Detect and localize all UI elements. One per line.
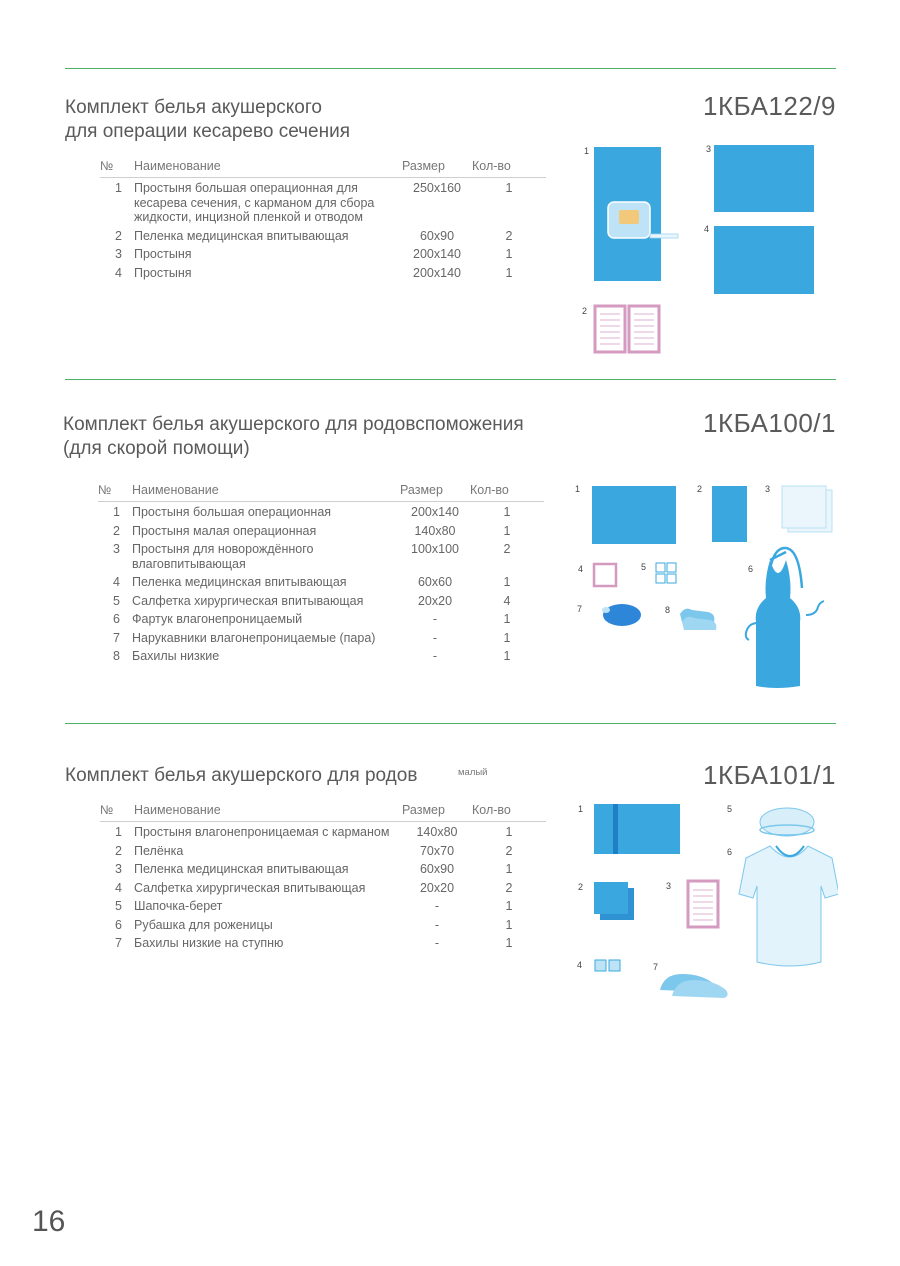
row-size: 20х20 bbox=[419, 880, 455, 895]
row-size: 20х20 bbox=[417, 593, 453, 608]
section-title bbox=[65, 96, 350, 144]
incise-film bbox=[619, 210, 639, 224]
section-title-line: Комплект белья акушерского для родов bbox=[65, 765, 418, 786]
figure-label: 2 bbox=[697, 484, 703, 494]
row-qty: 2 bbox=[505, 843, 513, 858]
row-qty: 1 bbox=[505, 181, 513, 195]
newborn-sheet bbox=[782, 486, 826, 528]
figure-label: 4 bbox=[704, 224, 710, 234]
section-divider bbox=[65, 68, 836, 69]
row-size: 60х90 bbox=[419, 228, 455, 243]
size-note: малый bbox=[458, 767, 488, 778]
row-name: Пеленка медицинская впитывающая bbox=[134, 228, 349, 243]
row-num: 1 bbox=[115, 825, 122, 839]
row-name: Фартук влагонепроницаемый bbox=[132, 612, 303, 626]
product-code: 1КБА122/9 bbox=[702, 91, 836, 121]
small-sheet bbox=[712, 486, 747, 542]
table-row bbox=[100, 896, 546, 915]
row-num: 6 bbox=[113, 612, 120, 626]
header-num: № bbox=[98, 479, 132, 502]
row-num: 7 bbox=[113, 630, 120, 645]
row-name: Пелёнка bbox=[134, 843, 184, 858]
page-number: 16 bbox=[32, 1205, 66, 1238]
large-sheet bbox=[592, 486, 676, 544]
figure-label: 7 bbox=[653, 962, 659, 972]
row-size: 140х80 bbox=[414, 523, 456, 538]
header-qty: Кол-во bbox=[472, 799, 546, 822]
table-row bbox=[100, 859, 546, 878]
figure-label: 2 bbox=[578, 882, 584, 892]
beret-cap bbox=[760, 808, 814, 836]
row-size: - bbox=[432, 612, 438, 626]
row-num: 1 bbox=[113, 505, 120, 519]
table-header-row bbox=[100, 155, 546, 178]
row-num: 7 bbox=[115, 936, 122, 950]
figure-label: 3 bbox=[706, 144, 712, 154]
row-num: 8 bbox=[113, 649, 120, 663]
table-row bbox=[98, 646, 544, 665]
header-num: № bbox=[100, 799, 134, 822]
table-row bbox=[100, 933, 546, 952]
sheet-3 bbox=[714, 145, 814, 212]
row-qty: 4 bbox=[503, 593, 511, 608]
figure-label: 4 bbox=[578, 564, 584, 574]
sleeves bbox=[603, 604, 641, 626]
figure-label: 3 bbox=[765, 484, 771, 494]
row-qty: 1 bbox=[505, 265, 513, 280]
product-illustration bbox=[578, 140, 828, 360]
row-size: - bbox=[434, 917, 440, 932]
table-row bbox=[100, 841, 546, 860]
table-row bbox=[98, 521, 544, 540]
table-row bbox=[100, 244, 546, 263]
row-size: 100х100 bbox=[411, 542, 459, 556]
table-row bbox=[98, 591, 544, 610]
row-name: Бахилы низкие bbox=[132, 649, 220, 663]
header-name: Наименование bbox=[134, 155, 402, 178]
header-qty: Кол-во bbox=[472, 155, 546, 178]
header-qty: Кол-во bbox=[470, 479, 544, 502]
row-name: Простыня большая операционная для кесарева сечения, с карманом для сбора жидкости, инцизной пленкой и отводом bbox=[134, 181, 375, 224]
row-num: 3 bbox=[115, 862, 122, 876]
header-size: Размер bbox=[400, 479, 470, 502]
row-size: 200х140 bbox=[413, 265, 461, 280]
header-num: № bbox=[100, 155, 134, 178]
kit-drawing bbox=[578, 140, 828, 360]
section-divider bbox=[65, 723, 836, 724]
sleeves bbox=[602, 607, 610, 613]
table-row bbox=[98, 572, 544, 591]
items-table bbox=[98, 479, 544, 665]
header-name: Наименование bbox=[132, 479, 400, 502]
figure-label: 4 bbox=[577, 960, 583, 970]
table-row bbox=[98, 502, 544, 521]
figure-label: 6 bbox=[748, 564, 754, 574]
kit-drawing bbox=[570, 478, 838, 693]
table-row bbox=[100, 178, 546, 226]
wipe bbox=[609, 960, 620, 971]
row-size: - bbox=[432, 649, 438, 663]
row-num: 2 bbox=[115, 228, 122, 243]
section-title-line: Комплект белья акушерского bbox=[65, 97, 322, 118]
figure-label: 1 bbox=[575, 484, 581, 494]
row-size: - bbox=[434, 899, 440, 913]
row-size: 140х80 bbox=[416, 825, 458, 839]
section-title-line: для операции кесарево сечения bbox=[65, 121, 350, 142]
row-qty: 1 bbox=[505, 247, 513, 261]
sheet-pocket-stripe bbox=[613, 804, 618, 854]
figure-label: 7 bbox=[577, 604, 583, 614]
row-name: Нарукавники влагонепроницаемые (пара) bbox=[132, 630, 376, 645]
figure-label: 8 bbox=[665, 605, 671, 615]
row-num: 4 bbox=[115, 265, 122, 280]
row-num: 5 bbox=[115, 899, 122, 913]
header-size: Размер bbox=[402, 155, 472, 178]
section-title bbox=[63, 413, 524, 461]
row-qty: 1 bbox=[503, 575, 511, 589]
row-size: 200х140 bbox=[411, 505, 459, 519]
row-size: 200х140 bbox=[413, 247, 461, 261]
product-illustration bbox=[572, 798, 838, 1003]
table-row bbox=[98, 628, 544, 647]
row-name: Пеленка медицинская впитывающая bbox=[132, 575, 347, 589]
row-num: 2 bbox=[113, 523, 120, 538]
row-name: Простыня влагонепроницаемая с карманом bbox=[134, 825, 390, 839]
row-qty: 1 bbox=[503, 612, 511, 626]
row-num: 6 bbox=[115, 917, 122, 932]
row-name: Пеленка медицинская впитывающая bbox=[134, 862, 349, 876]
row-qty: 1 bbox=[505, 899, 513, 913]
wipe bbox=[595, 960, 606, 971]
table-header-row bbox=[100, 799, 546, 822]
section-title bbox=[65, 764, 417, 788]
apron-tie bbox=[806, 601, 824, 615]
row-num: 3 bbox=[115, 247, 122, 261]
row-size: - bbox=[432, 630, 438, 645]
row-qty: 1 bbox=[505, 825, 513, 839]
row-name: Простыня малая операционная bbox=[132, 523, 317, 538]
items-table bbox=[100, 155, 546, 281]
items-table bbox=[100, 799, 546, 952]
diaper-sheet bbox=[594, 882, 628, 914]
row-qty: 2 bbox=[505, 228, 513, 243]
row-qty: 1 bbox=[503, 505, 511, 519]
row-qty: 1 bbox=[505, 936, 513, 950]
birth-gown bbox=[739, 846, 838, 966]
row-qty: 1 bbox=[505, 862, 513, 876]
figure-label: 2 bbox=[582, 306, 588, 316]
absorbent-pad bbox=[595, 306, 625, 352]
row-name: Простыня для новорождённого влаговпитывающая bbox=[132, 542, 314, 571]
waterproof-sheet bbox=[594, 804, 680, 854]
row-name: Салфетка хирургическая впитывающая bbox=[134, 880, 366, 895]
header-size: Размер bbox=[402, 799, 472, 822]
row-qty: 2 bbox=[503, 542, 511, 556]
row-size: 60х90 bbox=[419, 862, 455, 876]
header-name: Наименование bbox=[134, 799, 402, 822]
row-size: - bbox=[434, 936, 440, 950]
figure-label: 1 bbox=[584, 146, 590, 156]
table-row bbox=[100, 878, 546, 897]
table-row bbox=[100, 822, 546, 841]
absorbent-pad bbox=[594, 564, 616, 586]
row-qty: 2 bbox=[505, 880, 513, 895]
row-name: Бахилы низкие на ступню bbox=[134, 936, 284, 950]
row-size: 70х70 bbox=[419, 843, 455, 858]
row-name: Простыня bbox=[134, 265, 192, 280]
row-num: 3 bbox=[113, 542, 120, 556]
kit-drawing bbox=[572, 798, 838, 1003]
row-name: Простыня bbox=[134, 247, 192, 261]
table-row bbox=[100, 263, 546, 282]
figure-label: 5 bbox=[641, 562, 647, 572]
figure-label: 6 bbox=[727, 847, 733, 857]
table-header-row bbox=[98, 479, 544, 502]
product-code: 1КБА101/1 bbox=[702, 760, 836, 790]
row-num: 5 bbox=[113, 593, 120, 608]
row-name: Рубашка для роженицы bbox=[134, 917, 273, 932]
table-row bbox=[100, 915, 546, 934]
apron bbox=[756, 560, 801, 688]
section-divider bbox=[65, 379, 836, 380]
row-num: 1 bbox=[115, 181, 122, 195]
sheet-4 bbox=[714, 226, 814, 294]
product-code: 1КБА100/1 bbox=[702, 408, 836, 438]
figure-label: 1 bbox=[578, 804, 584, 814]
figure-label: 3 bbox=[666, 881, 672, 891]
row-name: Салфетка хирургическая впитывающая bbox=[132, 593, 364, 608]
table-row bbox=[98, 609, 544, 628]
wipes bbox=[656, 563, 676, 583]
row-num: 2 bbox=[115, 843, 122, 858]
drain-tube bbox=[650, 234, 678, 238]
figure-label: 5 bbox=[727, 804, 733, 814]
product-illustration bbox=[570, 478, 838, 693]
section-title-line: (для скорой помощи) bbox=[63, 438, 250, 459]
row-size: 250х160 bbox=[413, 181, 461, 195]
row-name: Шапочка-берет bbox=[134, 899, 223, 913]
table-row bbox=[98, 539, 544, 572]
absorbent-pad bbox=[629, 306, 659, 352]
row-qty: 1 bbox=[505, 917, 513, 932]
row-size: 60х60 bbox=[417, 575, 453, 589]
table-row bbox=[100, 226, 546, 245]
row-num: 4 bbox=[113, 575, 120, 589]
row-qty: 1 bbox=[503, 523, 511, 538]
row-num: 4 bbox=[115, 880, 122, 895]
section-title-line: Комплект белья акушерского для родовспоможения bbox=[63, 414, 524, 435]
row-name: Простыня большая операционная bbox=[132, 505, 332, 519]
row-qty: 1 bbox=[503, 649, 511, 663]
row-qty: 1 bbox=[503, 630, 511, 645]
